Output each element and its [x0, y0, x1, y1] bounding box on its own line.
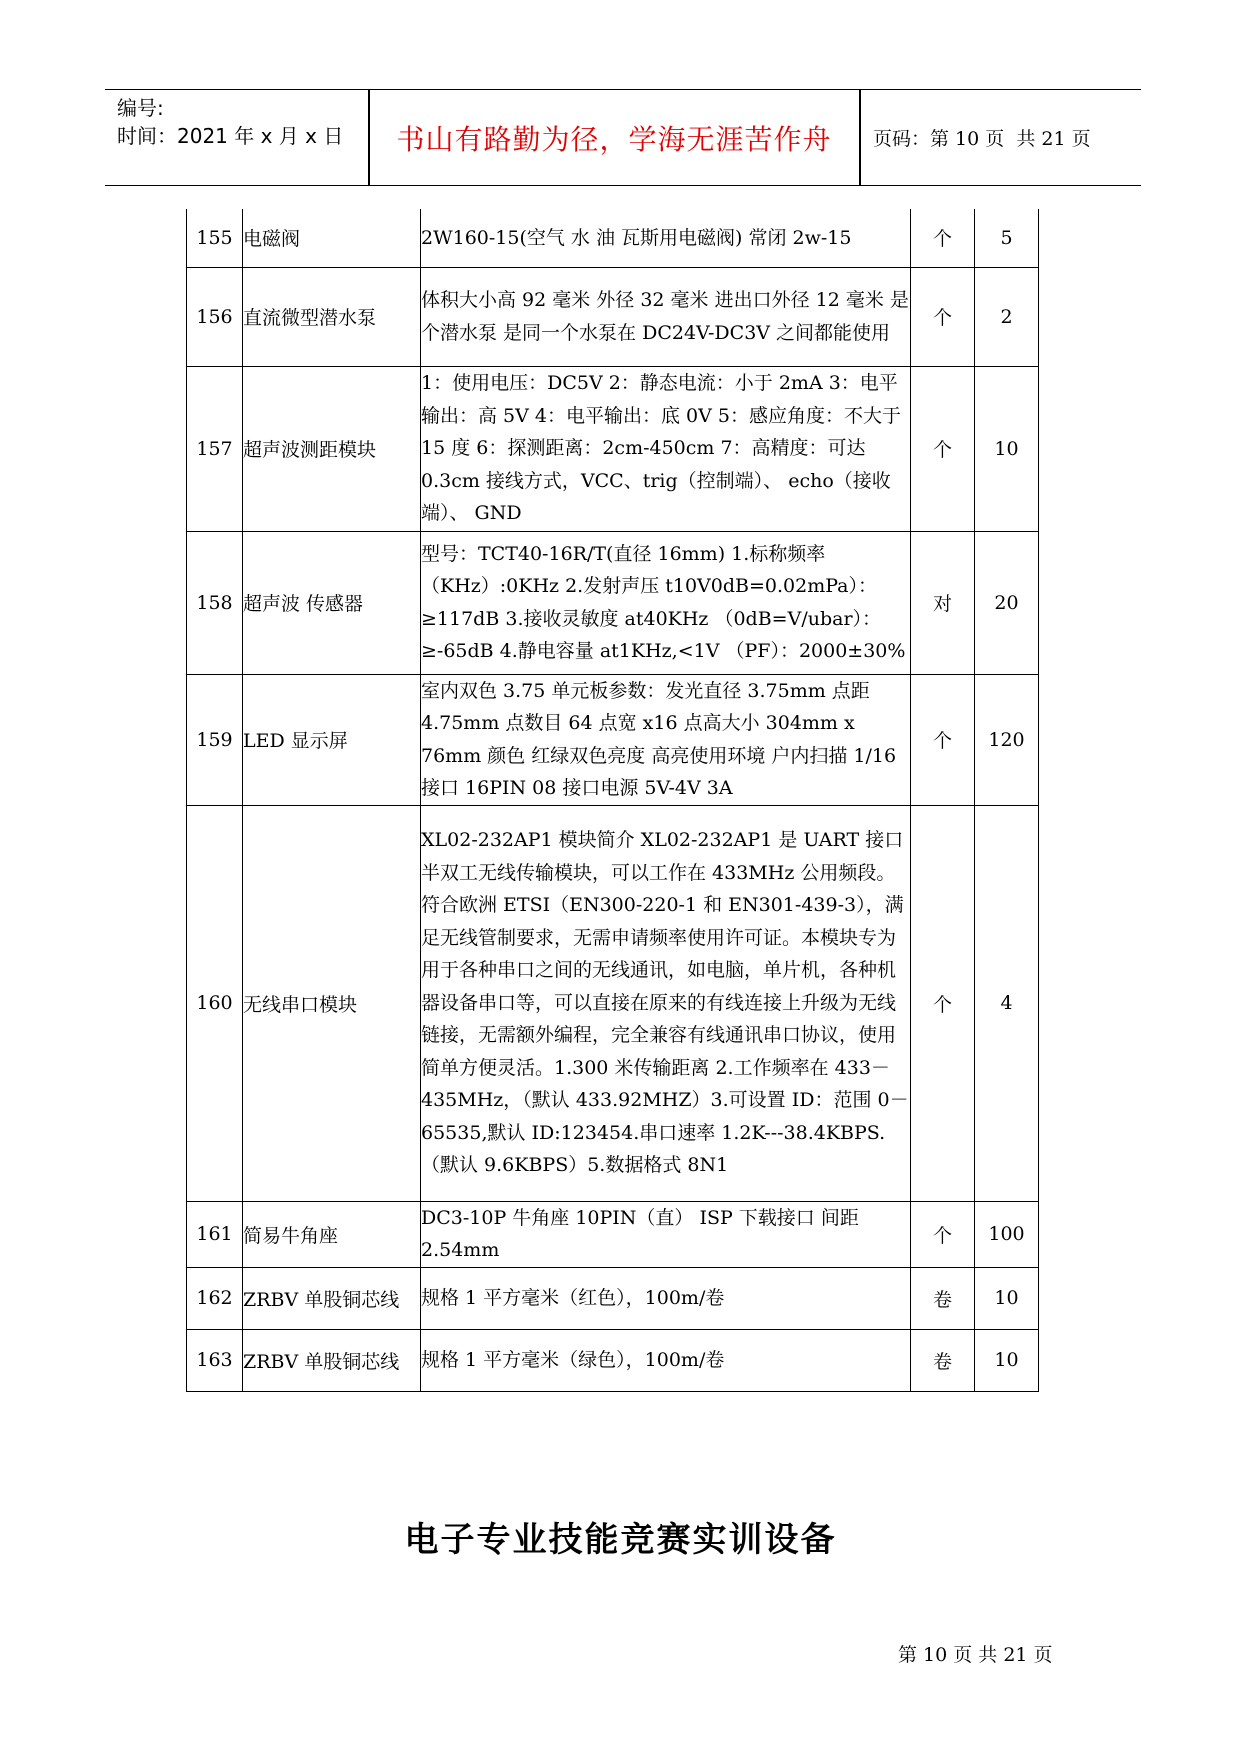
row-number: 159: [187, 674, 243, 805]
table-row: [187, 366, 1039, 531]
item-quantity: 10: [975, 366, 1039, 531]
header-motto: 书山有路勤为径，学海无涯苦作舟: [396, 122, 832, 156]
item-quantity: 120: [975, 674, 1039, 805]
page-footer: 第 10 页 共 21 页: [898, 1644, 1053, 1666]
item-name: 无线串口模块: [243, 805, 421, 1201]
item-quantity: 20: [975, 531, 1039, 674]
page-info-text: 页码：第 10 页 共 21 页: [873, 128, 1091, 150]
item-name: ZRBV 单股铜芯线: [243, 1267, 421, 1329]
item-unit: 个: [911, 366, 975, 531]
table-row: [187, 1267, 1039, 1329]
item-quantity: 4: [975, 805, 1039, 1201]
row-number: 158: [187, 531, 243, 674]
item-spec: 1：使用电压：DC5V 2：静态电流：小于 2mA 3：电平输出：高 5V 4：电平输出：底 0V 5：感应角度：不大于 15 度 6：探测距离：2cm-450cm 7：高精度：可达 0.3cm 接线方式，VCC、trig（控制端）、 echo（接收端）、 GND: [421, 366, 911, 531]
header-page-info: [873, 90, 1133, 185]
item-spec: DC3-10P 牛角座 10PIN（直） ISP 下载接口 间距 2.54mm: [421, 1201, 911, 1267]
item-name: 超声波 传感器: [243, 531, 421, 674]
table-row: [187, 1329, 1039, 1391]
row-number: 156: [187, 267, 243, 366]
item-quantity: 2: [975, 267, 1039, 366]
row-number: 163: [187, 1329, 243, 1391]
item-quantity: 10: [975, 1329, 1039, 1391]
table-row: [187, 267, 1039, 366]
row-number: 155: [187, 209, 243, 267]
time-label: 时间：2021 年 x 月 x 日: [117, 124, 344, 148]
item-spec: 体积大小高 92 毫米 外径 32 毫米 进出口外径 12 毫米 是个潜水泵 是同一个水泵在 DC24V-DC3V 之间都能使用: [421, 267, 911, 366]
item-spec: 型号：TCT40-16R/T(直径 16mm) 1.标称频率（KHz）:0KHz 2.发射声压 t10V0dB=0.02mPa）：≥117dB 3.接收灵敏度 at40KHz （0dB=V/ubar）：≥-65dB 4.静电容量 at1KHz,<1V （PF）：2000±30%: [421, 531, 911, 674]
table-row: [187, 674, 1039, 805]
table-row: [187, 209, 1039, 267]
item-unit: 个: [911, 1201, 975, 1267]
item-spec: XL02-232AP1 模块简介 XL02-232AP1 是 UART 接口半双工无线传输模块，可以工作在 433MHz 公用频段。符合欧洲 ETSI（EN300-220-1 和 EN301-439-3），满足无线管制要求，无需申请频率使用许可证。本模块专为用于各种串口之间的无线通讯，如电脑，单片机，各种机器设备串口等，可以直接在原来的有线连接上升级为无线链接，无需额外编程，完全兼容有线通讯串口协议，使用简单方便灵活。1.300 米传输距离 2.工作频率在 433－435MHz，（默认 433.92MHZ）3.可设置 ID：范围 0－65535,默认 ID:123454.串口速率 1.2K---38.4KBPS.（默认 9.6KBPS）5.数据格式 8N1: [421, 805, 911, 1201]
row-number: 161: [187, 1201, 243, 1267]
item-spec: 规格 1 平方毫米（绿色），100m/卷: [421, 1329, 911, 1391]
item-unit: 个: [911, 805, 975, 1201]
item-quantity: 5: [975, 209, 1039, 267]
row-number: 160: [187, 805, 243, 1201]
header-divider: [859, 90, 861, 185]
section-title: 电子专业技能竞赛实训设备: [404, 1520, 837, 1560]
item-quantity: 10: [975, 1267, 1039, 1329]
item-name: 超声波测距模块: [243, 366, 421, 531]
item-unit: 卷: [911, 1329, 975, 1391]
item-unit: 个: [911, 209, 975, 267]
table-row: [187, 1201, 1039, 1267]
table-row: [187, 531, 1039, 674]
item-name: ZRBV 单股铜芯线: [243, 1329, 421, 1391]
item-unit: 对: [911, 531, 975, 674]
header-meta: [117, 94, 367, 182]
row-number: 162: [187, 1267, 243, 1329]
item-name: 电磁阀: [243, 209, 421, 267]
row-number: 157: [187, 366, 243, 531]
item-unit: 个: [911, 267, 975, 366]
item-spec: 2W160-15(空气 水 油 瓦斯用电磁阀) 常闭 2w-15: [421, 209, 911, 267]
item-quantity: 100: [975, 1201, 1039, 1267]
item-unit: 卷: [911, 1267, 975, 1329]
item-spec: 室内双色 3.75 单元板参数：发光直径 3.75mm 点距 4.75mm 点数目 64 点宽 x16 点高大小 304mm x 76mm 颜色 红绿双色亮度 高亮使用环境 户内扫描 1/16 接口 16PIN 08 接口电源 5V-4V 3A: [421, 674, 911, 805]
item-unit: 个: [911, 674, 975, 805]
page-header: [105, 89, 1141, 186]
equipment-table: [186, 209, 1039, 1392]
table-row: [187, 805, 1039, 1201]
item-name: LED 显示屏: [243, 674, 421, 805]
item-name: 简易牛角座: [243, 1201, 421, 1267]
item-name: 直流微型潜水泵: [243, 267, 421, 366]
item-spec: 规格 1 平方毫米（红色），100m/卷: [421, 1267, 911, 1329]
number-label: 编号:: [117, 96, 164, 120]
